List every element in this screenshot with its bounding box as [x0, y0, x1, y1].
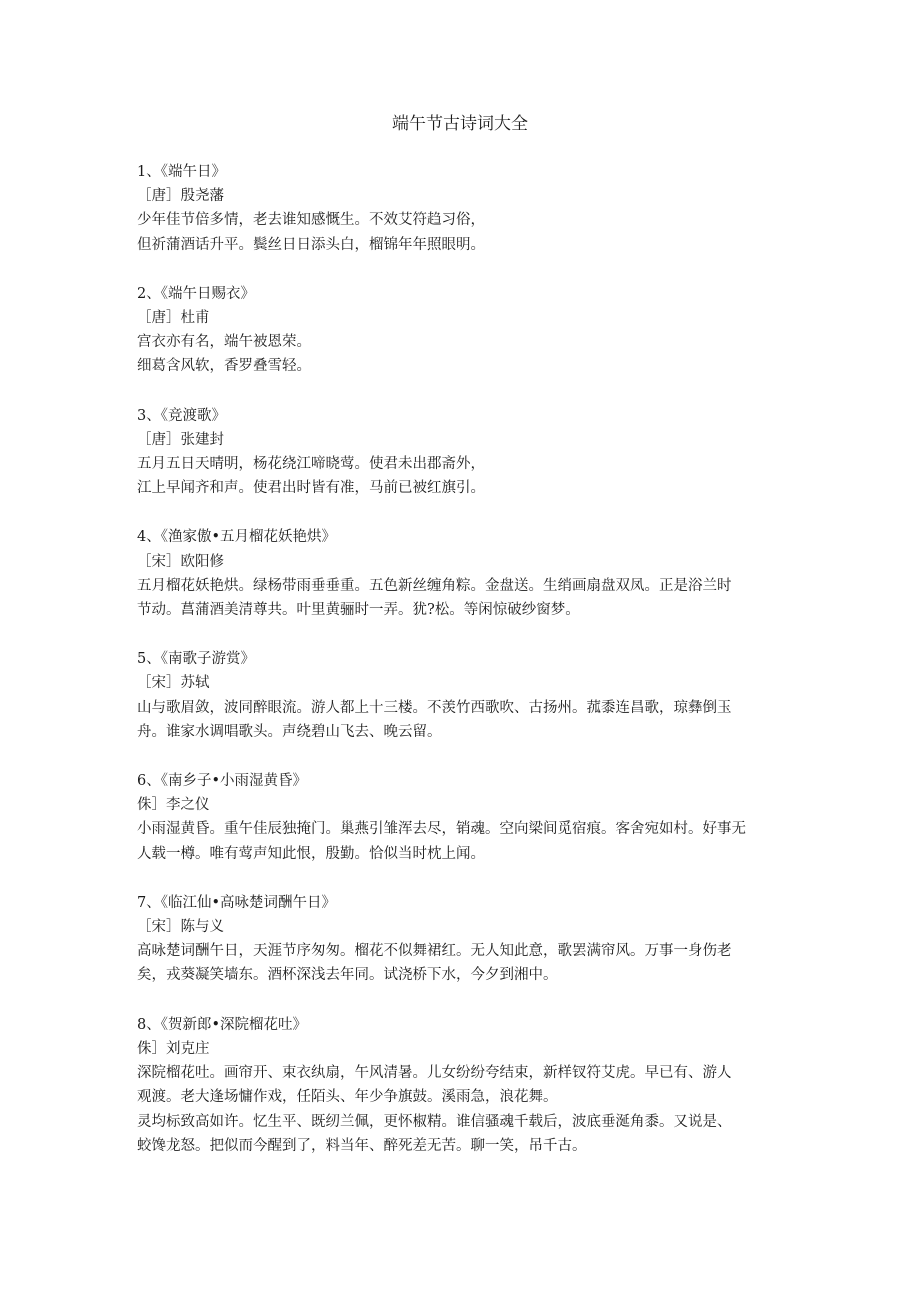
- poem-line: 细葛含风软，香罗叠雪轻。: [137, 358, 311, 375]
- poem-author: ［唐］张建封: [137, 431, 224, 448]
- poem-author: ［宋］欧阳修: [137, 553, 224, 570]
- poem-heading: 4、《渔家傲•五月榴花妖艳烘》: [137, 529, 337, 546]
- poem-author: ［唐］殷尧藩: [137, 188, 224, 205]
- poem-author: 侏］李之仪: [137, 797, 210, 814]
- poem-item: [137, 404, 797, 501]
- poem-heading: 6、《南乡子•小雨湿黄昏》: [137, 773, 308, 790]
- poem-line: 但祈蒲酒话升平。鬓丝日日添头白，榴锦年年照眼明。: [137, 236, 485, 253]
- poem-line: 高咏楚词酬午日，天涯节序匆匆。榴花不似舞裙红。无人知此意，歌罢满帘风。万事一身伤老: [137, 943, 732, 960]
- poem-line: 宫衣亦有名，端午被恩荣。: [137, 334, 311, 351]
- poem-item: [137, 282, 797, 379]
- poem-heading: 3、《竞渡歌》: [137, 407, 226, 424]
- poem-heading: 5、《南歌子游赏》: [137, 651, 255, 668]
- poem-heading: 8、《贺新郎•深院榴花吐》: [137, 1016, 308, 1033]
- poem-author: ［唐］杜甫: [137, 310, 210, 327]
- poem-item: [137, 891, 797, 988]
- poem-line: 五月榴花妖艳烘。绿杨带雨垂垂重。五色新丝缠角粽。金盘送。生绡画扇盘双凤。正是浴兰时: [137, 577, 732, 594]
- poem-line: 少年佳节倍多情，老去谁知感慨生。不效艾符趋习俗，: [137, 212, 485, 229]
- poem-item: [137, 160, 797, 257]
- poem-line: 深院榴花吐。画帘开、束衣纨扇，午风清暑。儿女纷纷夸结束，新样钗符艾虎。早已有、游人: [137, 1065, 732, 1082]
- poem-line: 节动。菖蒲酒美清尊共。叶里黄骊时一弄。犹?松。等闲惊破纱窗梦。: [137, 602, 580, 619]
- poem-heading: 1、《端午日》: [137, 164, 226, 180]
- poem-line: 舟。谁家水调唱歌头。声绕碧山飞去、晚云留。: [137, 723, 442, 740]
- poem-line: 矣，戎葵凝笑墙东。酒杯深浅去年同。试浇桥下水，今夕到湘中。: [137, 967, 558, 984]
- poem-item: [137, 647, 797, 744]
- poem-line: 五月五日天晴明，杨花绕江啼晓莺。使君未出郡斋外，: [137, 456, 485, 473]
- document-title: 端午节古诗词大全: [392, 114, 528, 134]
- poem-line: 小雨湿黄昏。重午佳辰独掩门。巢燕引雏浑去尽，销魂。空向梁间觅宿痕。客舍宛如村。好事无: [137, 821, 746, 838]
- poem-item: [137, 525, 797, 622]
- poem-line: 灵均标致高如许。忆生平、既纫兰佩，更怀椒精。谁信骚魂千载后，波底垂涎角黍。又说是、: [137, 1113, 732, 1130]
- poem-heading: 2、《端午日赐衣》: [137, 285, 255, 302]
- poem-line: 江上早闻齐和声。使君出时皆有准，马前已被红旗引。: [137, 480, 485, 497]
- poem-line: 观渡。老大逢场慵作戏，任陌头、年少争旗鼓。溪雨急，浪花舞。: [137, 1089, 558, 1106]
- poem-line: 蛟馋龙怒。把似而今醒到了，料当年、醉死差无苦。聊一笑，吊千古。: [137, 1137, 587, 1154]
- poem-author: 侏］刘克庄: [137, 1040, 210, 1057]
- poem-author: ［宋］陈与义: [137, 919, 224, 936]
- poem-list: [137, 160, 797, 1183]
- poem-line: 山与歌眉敛，波同醉眼流。游人都上十三楼。不羡竹西歌吹、古扬州。菰黍连昌歌，琼彝倒玉: [137, 699, 732, 716]
- poem-item: [137, 769, 797, 866]
- poem-line: 人载一樽。唯有莺声知此恨，殷勤。恰似当时枕上闻。: [137, 845, 485, 862]
- poem-item: [137, 1013, 797, 1158]
- poem-author: ［宋］苏轼: [137, 675, 210, 692]
- poem-heading: 7、《临江仙•高咏楚词酬午日》: [137, 894, 337, 911]
